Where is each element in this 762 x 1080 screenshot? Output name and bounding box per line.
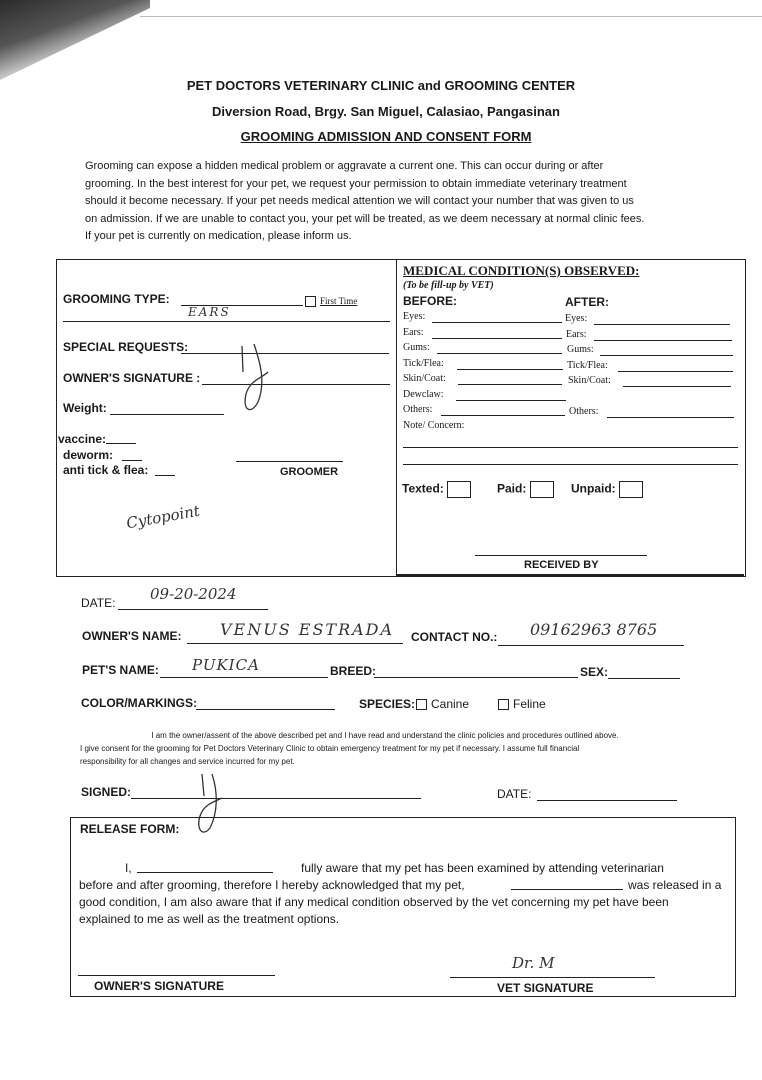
release-text-1: fully aware that my pet has been examined by attending veterinarian	[301, 861, 664, 875]
after-gums-line[interactable]	[600, 355, 733, 356]
note-line-2[interactable]	[403, 464, 738, 465]
before-label: BEFORE:	[403, 294, 457, 308]
vet-signature-line[interactable]	[450, 977, 655, 978]
after-others-label: Others:	[569, 406, 599, 417]
release-line-2	[79, 877, 731, 894]
canine-label: Canine	[431, 697, 470, 711]
signed-label: SIGNED:	[81, 785, 132, 799]
contact-value: 09162963 8765	[530, 620, 658, 639]
after-ears-line[interactable]	[594, 340, 732, 341]
paper-fold	[140, 0, 762, 17]
anti-tick-label: anti tick & flea:	[63, 463, 149, 477]
pet-name-label: PET'S NAME:	[82, 663, 159, 677]
anti-tick-line[interactable]	[155, 475, 175, 476]
before-dewclaw-label: Dewclaw:	[403, 389, 444, 400]
contact-label: CONTACT NO.:	[411, 630, 498, 644]
vet-signature-label: VET SIGNATURE	[497, 981, 594, 995]
feline-option[interactable]	[498, 697, 546, 711]
feline-label: Feline	[513, 697, 546, 711]
clinic-address: Diversion Road, Brgy. San Miguel, Calasiao, Pangasinan	[212, 104, 560, 119]
owner-name-line[interactable]	[187, 643, 403, 644]
after-tick-line[interactable]	[618, 371, 733, 372]
contact-line[interactable]	[498, 645, 684, 646]
groomer-label: GROOMER	[280, 466, 339, 478]
pet-name-value: PUKICA	[192, 656, 260, 674]
pet-name-line[interactable]	[160, 677, 328, 678]
admission-box-bottom-right	[396, 574, 744, 576]
texted-option[interactable]	[402, 481, 471, 498]
canine-option[interactable]	[416, 697, 469, 711]
after-gums-label: Gums:	[567, 344, 594, 355]
sex-label: SEX:	[580, 665, 609, 679]
texted-label: Texted:	[402, 481, 444, 496]
owner-signature-label: OWNER'S SIGNATURE :	[63, 371, 201, 385]
after-tick-label: Tick/Flea:	[567, 360, 608, 371]
color-line[interactable]	[196, 709, 335, 710]
received-by-line[interactable]	[475, 555, 647, 556]
consent-line-2: I give consent for the grooming for Pet Doctors Veterinary Clinic to obtain emergency treatment for my pet if necessary. I assume full financial	[80, 744, 580, 753]
before-eyes-line[interactable]	[432, 322, 562, 323]
vaccine-label: vaccine:	[58, 432, 107, 446]
medical-title: MEDICAL CONDITION(S) OBSERVED:	[403, 263, 640, 278]
release-name-line[interactable]	[137, 872, 273, 873]
grooming-type-value: EARS	[188, 305, 231, 319]
intro-line-3: should it become necessary. If your pet needs medical attention we will contact your number that was given to us	[85, 195, 634, 208]
before-skin-label: Skin/Coat:	[403, 373, 446, 384]
medical-subtitle: (To be fill-up by VET)	[403, 280, 494, 291]
intro-paragraph	[85, 158, 695, 246]
texted-checkbox[interactable]	[447, 481, 471, 498]
owner-name-value: VENUS ESTRADA	[220, 620, 395, 639]
breed-label: BREED:	[330, 664, 377, 678]
vet-signature-value: Dr. M	[512, 954, 555, 972]
groomer-line[interactable]	[236, 461, 343, 462]
before-tick-label: Tick/Flea:	[403, 358, 444, 369]
intro-line-4: on admission. If we are unable to contact you, your pet will be treated, as we deem necessary at normal clinic fees.	[85, 212, 645, 225]
received-by-label: RECEIVED BY	[524, 559, 599, 571]
first-time-label: First Time	[320, 296, 358, 306]
vaccine-line[interactable]	[106, 443, 136, 444]
species-label: SPECIES:	[359, 697, 416, 711]
before-dewclaw-line[interactable]	[456, 400, 566, 401]
note-line-1[interactable]	[403, 447, 738, 448]
consent-line-1: I am the owner/assent of the above described pet and I have read and understand the clinic policies and procedures outlined above.	[151, 731, 619, 740]
intro-line-1: Grooming can expose a hidden medical problem or aggravate a current one. This can occur during or after	[85, 160, 604, 172]
owner-name-label: OWNER'S NAME:	[82, 629, 182, 643]
intro-line-5: If your pet is currently on medication, please inform us.	[85, 230, 352, 243]
owner-signature-line[interactable]	[202, 384, 390, 385]
release-line-1	[79, 860, 731, 877]
after-others-line[interactable]	[607, 417, 734, 418]
weight-line[interactable]	[110, 414, 224, 415]
release-text-2b: was released in a	[628, 878, 722, 892]
color-label: COLOR/MARKINGS:	[81, 696, 197, 710]
before-others-line[interactable]	[441, 415, 565, 416]
sex-line[interactable]	[608, 678, 680, 679]
paid-option[interactable]	[497, 481, 554, 498]
admission-box-divider	[396, 259, 397, 575]
note-concern-label: Note/ Concern:	[403, 420, 465, 431]
scan-shadow	[0, 0, 150, 80]
consent-date-label: DATE:	[497, 787, 532, 801]
special-requests-label: SPECIAL REQUESTS:	[63, 340, 189, 354]
deworm-line[interactable]	[122, 460, 142, 461]
groomer-note: Cytopoint	[125, 501, 202, 533]
date-line[interactable]	[118, 609, 268, 610]
breed-line[interactable]	[374, 677, 578, 678]
admission-box	[56, 259, 746, 577]
before-gums-label: Gums:	[403, 342, 430, 353]
first-time-option[interactable]	[305, 296, 357, 307]
after-eyes-line[interactable]	[594, 324, 730, 325]
grooming-type-label: GROOMING TYPE:	[63, 292, 170, 306]
release-text-4: explained to me as well as the treatment options.	[79, 912, 340, 926]
consent-date-line[interactable]	[537, 800, 677, 801]
release-text-2a: before and after grooming, therefore I hereby acknowledged that my pet,	[79, 878, 465, 892]
deworm-label: deworm:	[63, 448, 114, 462]
special-requests-line[interactable]	[181, 353, 389, 354]
before-skin-line[interactable]	[458, 384, 562, 385]
form-title: GROOMING ADMISSION AND CONSENT FORM	[240, 129, 532, 144]
release-owner-signature-line[interactable]	[78, 975, 275, 976]
release-pet-line[interactable]	[511, 889, 623, 890]
date-value: 09-20-2024	[150, 585, 237, 603]
unpaid-checkbox[interactable]	[619, 481, 643, 498]
paid-checkbox[interactable]	[530, 481, 554, 498]
release-i-label: I,	[125, 861, 132, 875]
unpaid-option[interactable]	[571, 481, 643, 498]
date-label: DATE:	[81, 596, 116, 610]
owner-signature-scribble	[236, 342, 276, 416]
intro-line-2: grooming. In the best interest for your pet, we request your permission to obtain immediate veterinary treatment	[85, 177, 627, 190]
weight-label: Weight:	[63, 401, 107, 415]
release-text-3: good condition, I am also aware that if any medical condition observed by the vet concerning my pet have been	[79, 895, 669, 909]
feline-checkbox[interactable]	[498, 699, 509, 710]
release-owner-signature-label: OWNER'S SIGNATURE	[94, 979, 224, 993]
after-eyes-label: Eyes:	[565, 313, 588, 324]
after-skin-label: Skin/Coat:	[568, 375, 611, 386]
before-eyes-label: Eyes:	[403, 311, 426, 322]
before-ears-label: Ears:	[403, 327, 424, 338]
release-paragraph	[79, 860, 731, 928]
canine-checkbox[interactable]	[416, 699, 427, 710]
after-label: AFTER:	[565, 295, 609, 309]
signed-line[interactable]	[131, 798, 421, 799]
consent-line-3: responsibility for all changes and service incurred for my pet.	[80, 757, 295, 766]
after-skin-line[interactable]	[623, 386, 731, 387]
first-time-checkbox[interactable]	[305, 296, 316, 307]
before-tick-line[interactable]	[457, 369, 563, 370]
after-ears-label: Ears:	[566, 329, 587, 340]
before-ears-line[interactable]	[432, 338, 562, 339]
unpaid-label: Unpaid:	[571, 481, 616, 496]
before-gums-line[interactable]	[437, 353, 562, 354]
grooming-type-line-2[interactable]	[63, 321, 390, 322]
release-title: RELEASE FORM:	[80, 822, 180, 836]
before-others-label: Others:	[403, 404, 433, 415]
clinic-name: PET DOCTORS VETERINARY CLINIC and GROOMING CENTER	[186, 78, 576, 93]
paid-label: Paid:	[497, 481, 527, 496]
